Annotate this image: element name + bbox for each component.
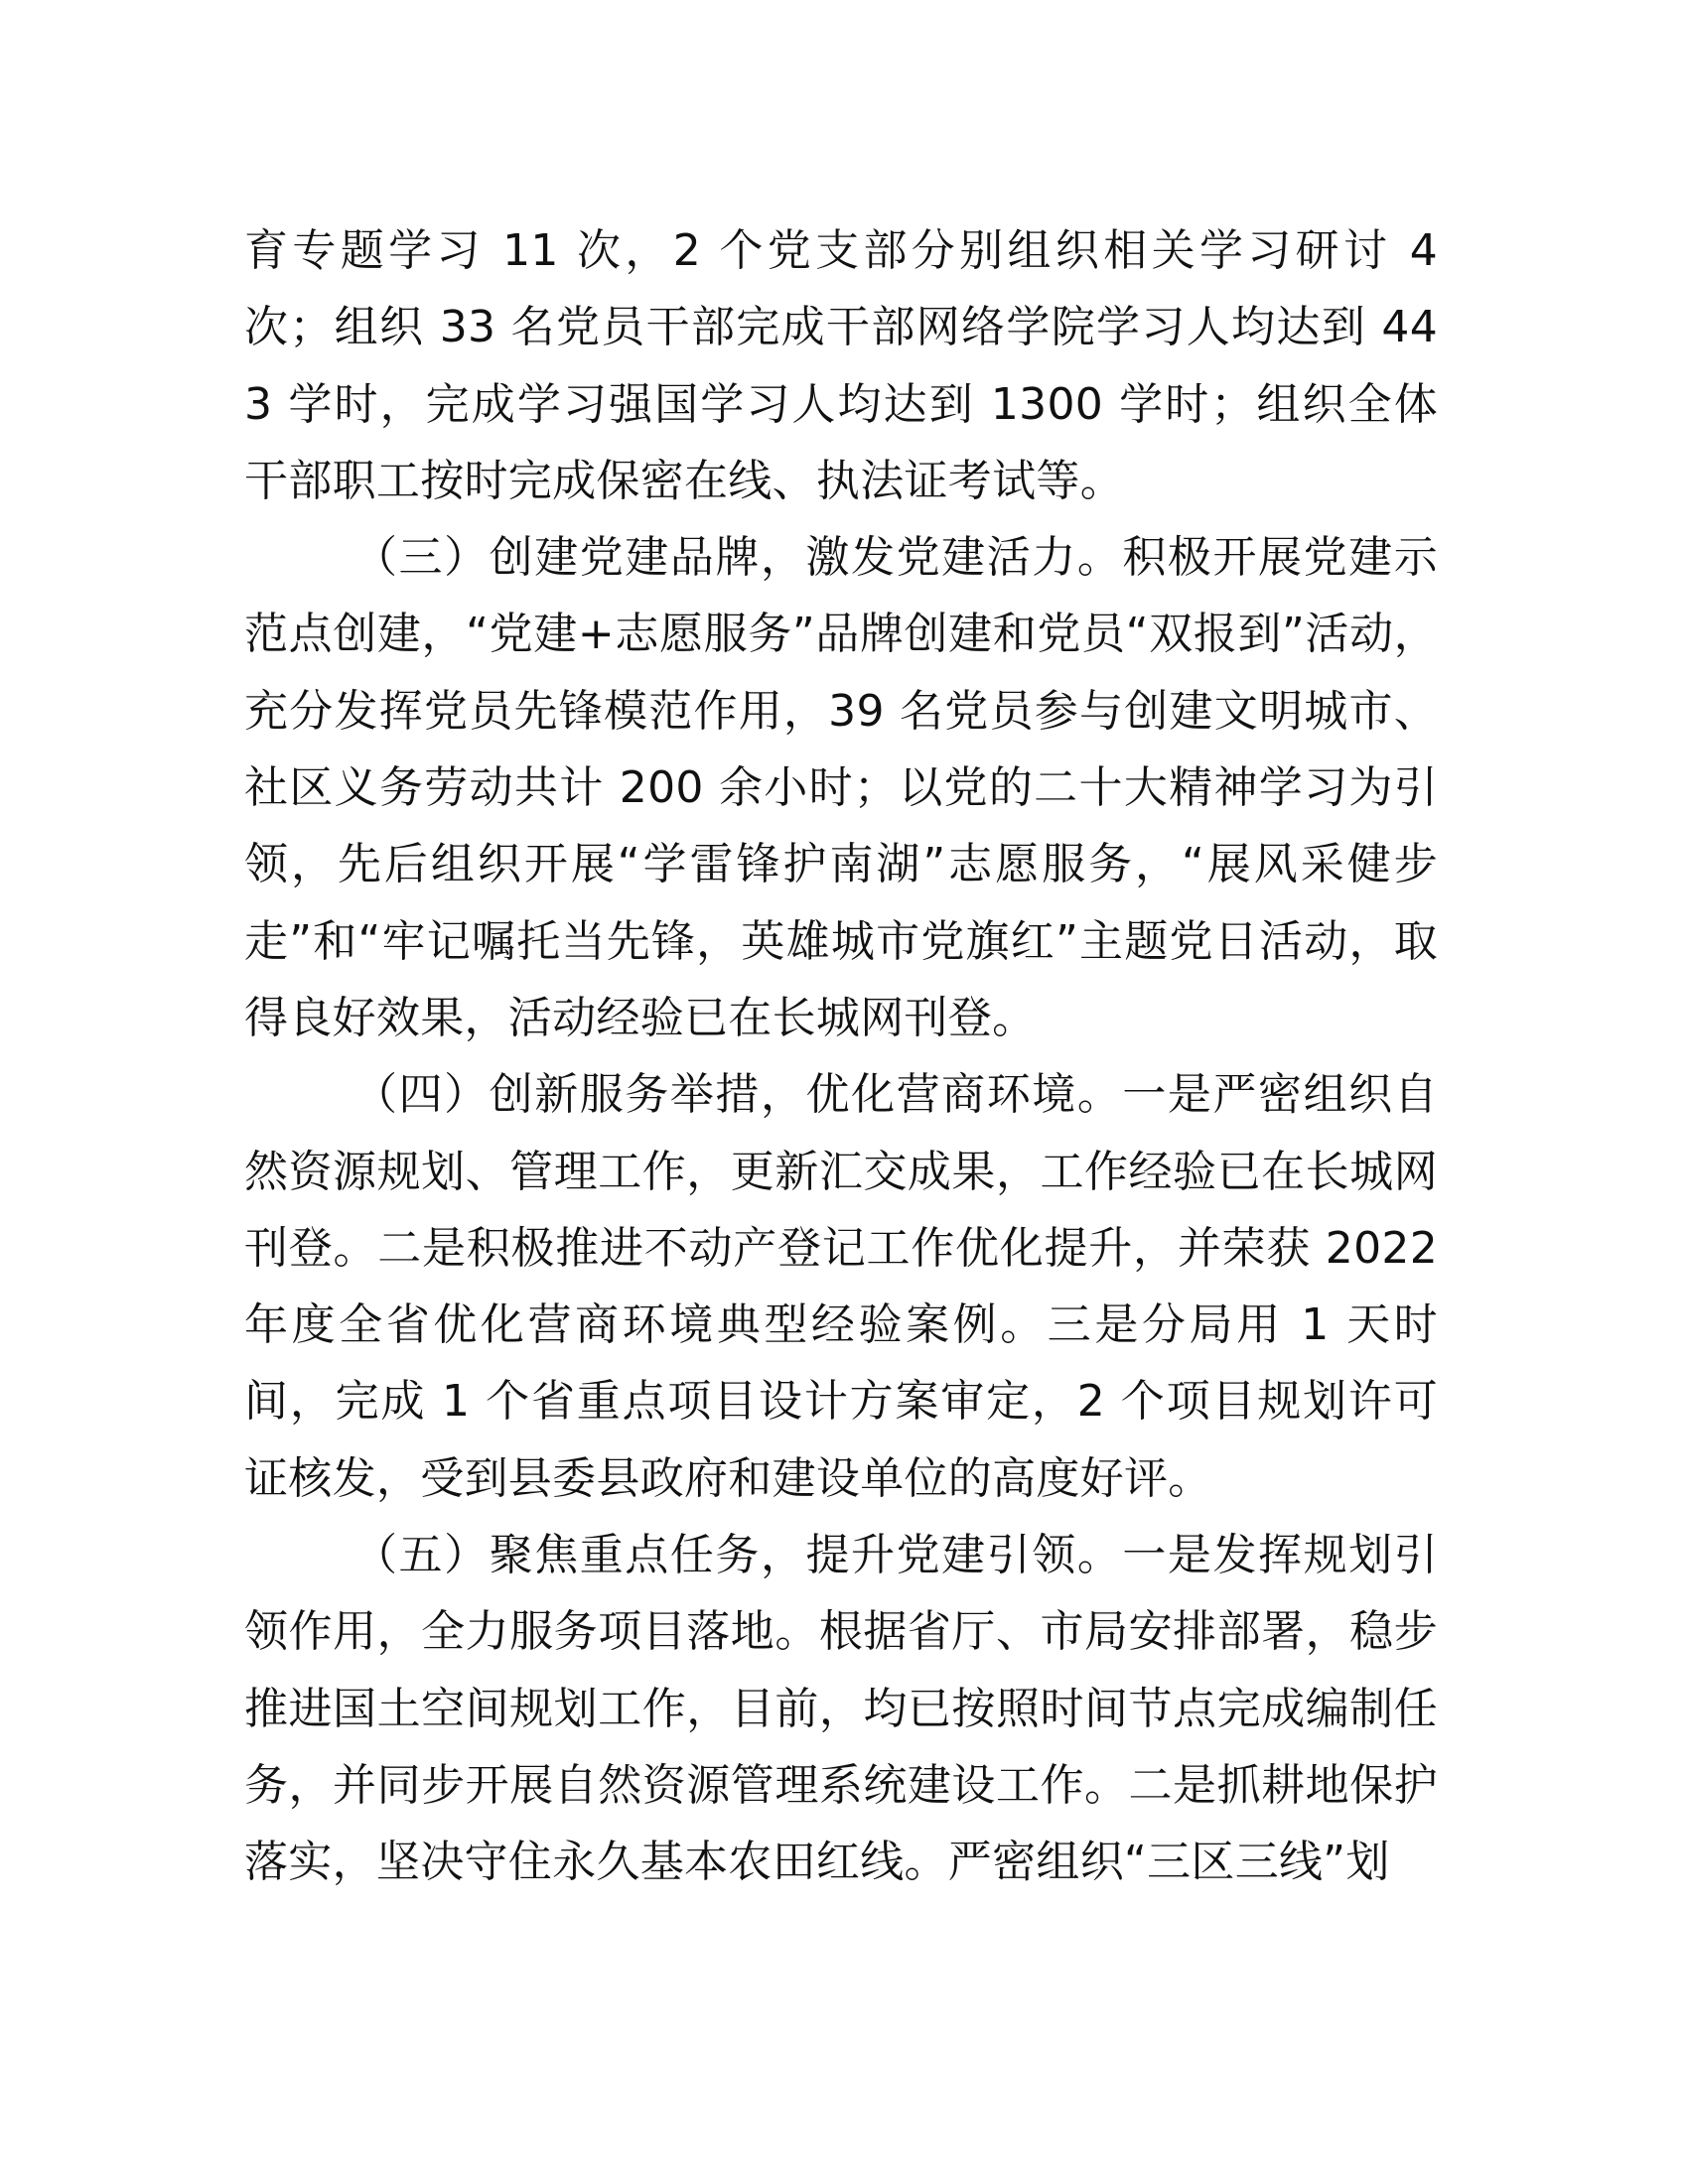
document-body: [244, 212, 1438, 1901]
paragraph-section-3: （三）创建党建品牌，激发党建活力。积极开展党建示范点创建，“党建+志愿服务”品牌创建和党员“双报到”活动，充分发挥党员先锋模范作用，39 名党员参与创建文明城市、社区义务劳动共计 200 余小时；以党的二十大精神学习为引领，先后组织开展“学雷锋护南湖”志愿服务，“展风采健步走”和“牢记嘱托当先锋，英雄城市党旗红”主题党日活动，取得良好效果，活动经验已在长城网刊登。: [244, 532, 1438, 1043]
paragraph-section-5: （五）聚焦重点任务，提升党建引领。一是发挥规划引领作用，全力服务项目落地。根据省厅、市局安排部署，稳步推进国土空间规划工作，目前，均已按照时间节点完成编制任务，并同步开展自然资源管理系统建设工作。二是抓耕地保护落实，坚决守住永久基本农田红线。严密组织“三区三线”划: [244, 1530, 1438, 1888]
paragraph-continued: 育专题学习 11 次，2 个党支部分别组织相关学习研讨 4 次；组织 33 名党员干部完成干部网络学院学习人均达到 443 学时，完成学习强国学习人均达到 1300 学时；组织全体干部职工按时完成保密在线、执法证考试等。: [244, 225, 1438, 506]
paragraph-section-4: （四）创新服务举措，优化营商环境。一是严密组织自然资源规划、管理工作，更新汇交成果，工作经验已在长城网刊登。二是积极推进不动产登记工作优化提升，并荣获 2022 年度全省优化营商环境典型经验案例。三是分局用 1 天时间，完成 1 个省重点项目设计方案审定，2 个项目规划许可证核发，受到县委县政府和建设单位的高度好评。: [244, 1069, 1438, 1504]
